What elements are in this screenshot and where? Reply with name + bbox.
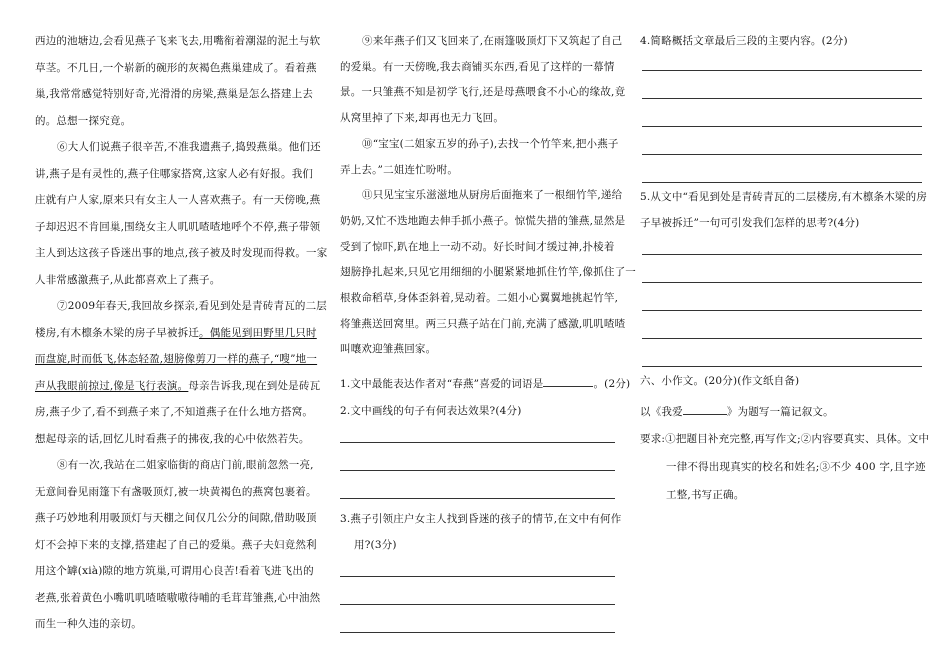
text-line: 燕子巧妙地利用吸顶灯与天棚之间仅几公分的间隙,借助吸顶 (35, 512, 317, 524)
question-5-cont: 子早被拆迁”一句可引发我们怎样的思考?(4分) (640, 217, 860, 229)
text-line: 想起母亲的话,回忆儿时看燕子的拂夜,我的心中依然若失。 (35, 432, 310, 445)
text-line: ⑩“宝宝(二姐家五岁的孙子),去找一个竹竿来,把小燕子 (362, 137, 619, 150)
answer-line[interactable] (642, 254, 922, 255)
column-middle (340, 0, 636, 672)
text-line: 庄就有户人家,原来只有女主人一人喜欢燕子。有一天傍晚,燕 (35, 194, 321, 206)
text-line: 人非常感激燕子,从此都喜欢上了燕子。 (35, 273, 221, 286)
text-line: 弄上去。”二姐连忙吩咐。 (340, 163, 459, 176)
answer-line[interactable] (642, 282, 922, 283)
text-line: 根救命稻草,身体歪斜着,晃动着。二姐小心翼翼地挑起竹竿, (340, 292, 619, 304)
text-line: 无意间眷见雨篷下有盏吸顶灯,被一块黄褐色的燕窝包裹着。 (35, 485, 317, 498)
answer-line[interactable] (340, 576, 615, 577)
composition-requirements: 要求:①把题目补充完整,再写作文;②内容要真实、具体。文中 (640, 433, 930, 445)
text-line: 景。一只雏燕不知是初学飞行,还是母燕喂食不小心的缘故,竟 (340, 86, 626, 99)
composition-heading: 六、小作文。(20分)(作文纸自备) (640, 375, 800, 387)
answer-line[interactable] (642, 338, 922, 339)
text-line: 奶奶,又忙不迭地跑去伸手抓小燕子。惊慌失措的雏燕,显然是 (340, 214, 626, 227)
text-line: ⑨来年燕子们又飞回来了,在雨篷吸顶灯下又筑起了自己 (362, 35, 623, 47)
question-1: 1.文中最能表达作者对“春燕”喜爱的词语是 。(2分) (340, 378, 631, 390)
answer-line[interactable] (340, 632, 615, 633)
text-line: ⑪只见宝宝乐滋滋地从厨房后面拖来了一根细竹竿,递给 (362, 189, 623, 202)
text-line: 房,燕子少了,看不到燕子来了,不知道燕子在什么地方搭窝。 (35, 406, 314, 418)
text-line: 讲,燕子是有灵性的,燕子住哪家搭窝,这家人必有好报。我们 (35, 167, 314, 180)
text-line: 叫嚷欢迎雏燕回家。 (340, 343, 437, 356)
answer-line[interactable] (642, 126, 922, 127)
text-line: ⑧有一次,我站在二姐家临街的商店门前,眼前忽然一亮, (57, 459, 314, 471)
answer-line[interactable] (642, 366, 922, 367)
text-line: 声从我眼前掠过,像是飞行表演。母亲告诉我,现在到处是砖瓦 (35, 379, 321, 392)
text-line: ⑥大人们说燕子很辛苦,不准我遗燕子,捣毁燕巢。他们还 (57, 141, 321, 153)
text-line: 主人到达这孩子昏迷出事的地点,孩子被及时发现而得救。一家 (35, 247, 328, 259)
text-line: 草茎。不几日,一个崭新的碗形的灰褐色燕巢建成了。看着燕 (35, 61, 317, 74)
answer-line[interactable] (642, 98, 922, 99)
text-line: 将雏燕送回窝里。两三只燕子站在门前,充满了感激,叽叽喳喳 (340, 317, 626, 330)
text-line: 的。总想一探究竟。 (35, 114, 132, 127)
question-3: 3.燕子引领庄户女主人找到昏迷的孩子的情节,在文中有何作 (340, 513, 622, 525)
text-line: 子却迟迟不肯回巢,围绕女主人叽叽喳喳地呼个不停,燕子带领 (35, 220, 321, 233)
composition-requirements-end: 工整,书写正确。 (666, 489, 745, 501)
answer-line[interactable] (642, 310, 922, 311)
answer-line[interactable] (340, 498, 615, 499)
column-left (35, 0, 328, 672)
text-line: ⑦2009年春天,我回故乡探亲,看见到处是青砖青瓦的二层 (57, 300, 327, 312)
question-3-cont: 用?(3分) (354, 539, 397, 551)
text-line: 西边的池塘边,会看见燕子飞来飞去,用嘴衔着潮湿的泥土与软 (35, 35, 321, 47)
answer-line[interactable] (340, 604, 615, 605)
text-line: 翅膀挣扎起来,只见它用细细的小腿紧紧地抓住竹竿,像抓住了一 (340, 266, 636, 279)
text-line: 楼房,有木檩条木梁的房子早被拆迁。偶能见到田野里几只时 (35, 326, 317, 339)
text-line: 灯不会掉下来的支撑,搭建起了自己的爱巢。燕子夫妇竟然利 (35, 538, 317, 551)
answer-line[interactable] (340, 442, 615, 443)
text-line: 从窝里掉了下来,却再也无力飞回。 (340, 112, 505, 125)
answer-blank-q1[interactable] (543, 376, 593, 387)
text-line: 受到了惊吓,趴在地上一动不动。好长时间才缓过神,扑棱着 (340, 240, 615, 253)
answer-line[interactable] (642, 70, 922, 71)
question-2: 2.文中画线的句子有何表达效果?(4分) (340, 405, 522, 417)
title-blank[interactable] (683, 404, 727, 415)
question-4: 4.简略概括文章最后三段的主要内容。(2分) (640, 35, 848, 47)
text-line: 老燕,张着黄色小嘴叽叽喳喳嗷嗷待哺的毛茸茸雏燕,心中油然 (35, 591, 321, 604)
text-line: 的爱巢。有一天傍晚,我去商铺买东西,看见了这样的一幕情 (340, 60, 615, 73)
answer-line[interactable] (642, 154, 922, 155)
text-line: 而盘旋,时而低飞,体态轻盈,翅膀像剪刀一样的燕子,“嗖”地一 (35, 353, 318, 365)
text-line: 巢,我常常感觉特别好奇,光滑滑的房梁,燕巢是怎么搭建上去 (35, 88, 314, 100)
text-line: 而生一种久违的亲切。 (35, 618, 142, 630)
composition-prompt: 以《我爱 》为题写一篇记叙文。 (640, 406, 834, 418)
question-5: 5.从文中“看见到处是青砖青瓦的二层楼房,有木檩条木梁的房 (640, 191, 928, 203)
answer-line[interactable] (642, 182, 922, 183)
composition-requirements-cont: 一律不得出现真实的校名和姓名;③不少 400 字,且字迹 (666, 461, 926, 473)
text-line: 用这个罅(xià)隙的地方筑巢,可谓用心良苦!看着飞进飞出的 (35, 565, 314, 577)
column-right (640, 0, 940, 672)
answer-line[interactable] (340, 470, 615, 471)
